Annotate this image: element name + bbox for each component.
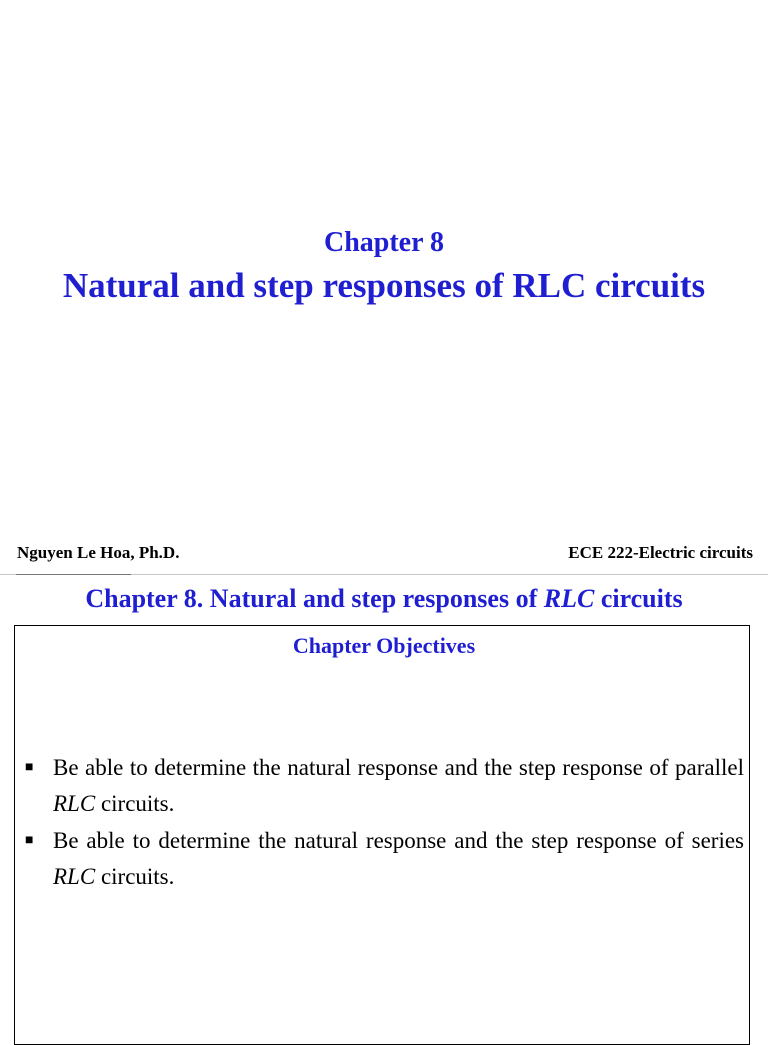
slide-title-prefix: Chapter 8. Natural and step responses of [85, 584, 544, 613]
objective-italic: RLC [53, 864, 96, 889]
objective-item [22, 750, 744, 822]
objective-text: Be able to determine the natural response and the step response of series [53, 828, 744, 853]
slide-title-suffix: circuits [594, 584, 683, 613]
square-bullet-icon: ■ [25, 833, 34, 848]
slide-title-italic: RLC [543, 584, 595, 613]
objectives-list [22, 750, 744, 896]
objective-item [22, 823, 744, 895]
objective-text-end: circuits. [95, 791, 175, 816]
objectives-heading: Chapter Objectives [292, 633, 476, 658]
objective-italic: RLC [53, 791, 96, 816]
chapter-number: Chapter 8 [323, 227, 445, 258]
course-name: ECE 222-Electric circuits [568, 543, 753, 562]
footer-divider-accent [16, 574, 131, 575]
square-bullet-icon: ■ [25, 760, 34, 775]
chapter-title: Natural and step responses of RLC circuits [62, 266, 706, 305]
author-name: Nguyen Le Hoa, Ph.D. [17, 543, 180, 562]
objective-text-end: circuits. [95, 864, 175, 889]
slide-title [0, 584, 768, 614]
objective-text: Be able to determine the natural response and the step response of parallel [53, 755, 744, 780]
